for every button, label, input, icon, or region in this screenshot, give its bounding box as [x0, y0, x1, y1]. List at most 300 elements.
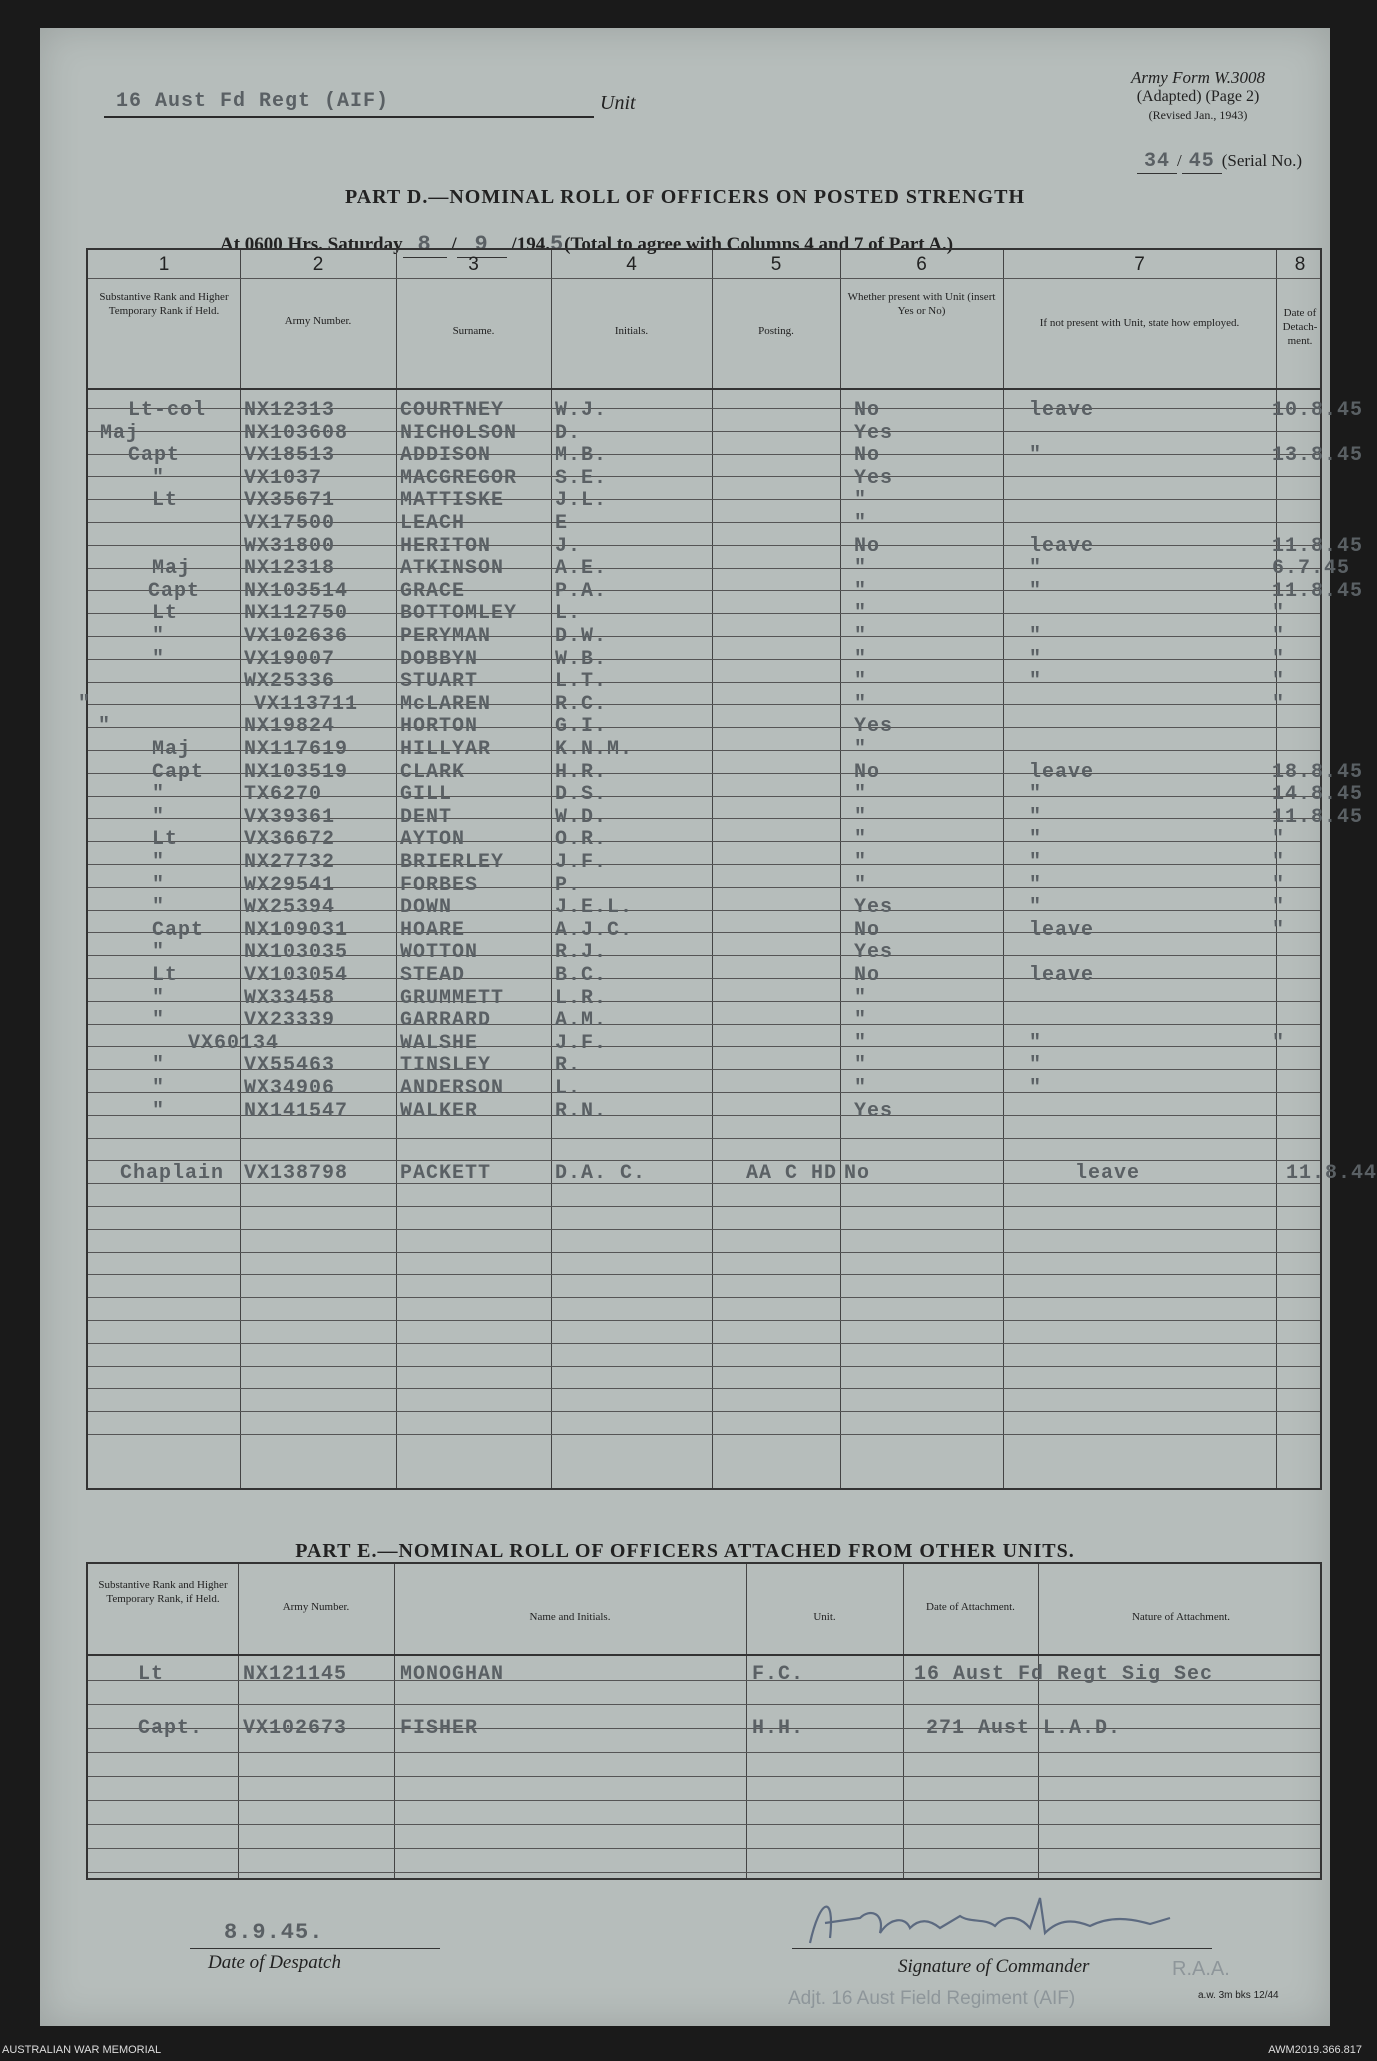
cell-date: ": [1272, 602, 1286, 626]
signature-label: Signature of Commander: [898, 1956, 1090, 1977]
col-header: Posting.: [758, 325, 794, 337]
cell-name: FISHER: [400, 1717, 479, 1740]
cell-number: NX141547: [244, 1099, 349, 1123]
cell-initials: L.R.: [555, 986, 608, 1010]
cell-initials: A.M.: [555, 1009, 608, 1033]
form-revised: (Revised Jan., 1943): [1148, 108, 1248, 122]
cell-initials: E: [555, 512, 569, 535]
cell-number: NX103608: [244, 421, 349, 445]
cell-initials: W.B.: [555, 647, 608, 671]
cell-initials: J.F.: [555, 1031, 608, 1055]
col-header: Unit.: [813, 1611, 836, 1623]
col-divider: [394, 1564, 395, 1878]
cell-number: TX6270: [244, 783, 323, 807]
cell-rank: Lt: [152, 828, 179, 852]
cell-employed: leave: [1029, 760, 1095, 784]
cell-number: NX109031: [244, 918, 349, 942]
header-rule: [88, 388, 1320, 390]
cell-rank: ": [152, 851, 166, 874]
row-rule: [88, 1206, 1320, 1207]
row-rule: [88, 1872, 1320, 1873]
col-header: Whether present with Unit (insert Yes or No): [847, 291, 996, 317]
at-date-line: At 0600 Hrs. Saturday 8 / 9 /194.5(Total to agree with Columns 4 and 7 of Part A.): [220, 232, 954, 257]
col-divider: [396, 250, 397, 1488]
serial-year: 45: [1188, 150, 1215, 173]
cell-surname: GRACE: [400, 579, 466, 603]
unit-label: Unit: [600, 92, 636, 114]
cell-rank: ": [152, 986, 166, 1010]
cell-present: ": [854, 579, 868, 603]
cell-number: VX19007: [244, 647, 336, 671]
cell-rank: Capt: [152, 760, 205, 784]
cell-surname: PERYMAN: [400, 625, 492, 648]
cell-employed: ": [1029, 557, 1043, 581]
col-header: Army Number.: [282, 1601, 350, 1613]
chaplain-rank: Chaplain: [120, 1162, 225, 1186]
cell-initials: O.R.: [555, 828, 608, 852]
cell-number: NX103514: [244, 579, 349, 603]
month-value: 9: [474, 232, 489, 257]
col-divider: [1003, 250, 1004, 1488]
cell-employed: leave: [1029, 918, 1095, 942]
cell-number: VX39361: [244, 805, 336, 829]
cell-rank: ": [152, 1077, 166, 1100]
cell-present: ": [854, 783, 868, 807]
part-d-table: [78, 248, 1377, 1490]
cell-number: VX23339: [244, 1009, 336, 1033]
cell-surname: HERITON: [400, 534, 492, 558]
cell-number: WX31800: [244, 534, 336, 558]
cell-initials: R.J.: [555, 941, 608, 965]
row-rule: [88, 1297, 1320, 1298]
cell-employed: ": [1029, 828, 1043, 852]
cell-date: ": [1272, 625, 1286, 648]
cell-employed: ": [1029, 873, 1043, 897]
cell-initials: D.S.: [555, 783, 608, 807]
cell-surname: STEAD: [400, 964, 466, 987]
cell-number: WX25394: [244, 896, 336, 920]
cell-employed: leave: [1029, 534, 1095, 558]
chaplain-date: 11.8.44: [1286, 1162, 1377, 1186]
cell-rank: Maj: [152, 557, 192, 581]
row-rule: [88, 1411, 1320, 1412]
cell-present: ": [854, 738, 868, 761]
row-rule: [88, 1343, 1320, 1344]
cell-surname: GILL: [400, 783, 453, 807]
row-rule: [88, 1752, 1320, 1753]
cell-initials: P.: [555, 873, 582, 897]
cell-date: ": [1272, 647, 1286, 671]
col-divider: [551, 250, 552, 1488]
cell-surname: HORTON: [400, 715, 479, 739]
col-header: Initials.: [614, 325, 649, 337]
cell-employed: ": [1029, 625, 1043, 648]
cell-date: 13.8.45: [1272, 444, 1364, 468]
cell-surname: ATKINSON: [400, 557, 505, 581]
cell-number: NX103519: [244, 760, 349, 784]
col-header: Date of Detach- ment.: [1282, 307, 1318, 347]
col-divider: [746, 1564, 747, 1878]
cell-initials: J.: [555, 534, 582, 558]
cell-number: VX18513: [244, 444, 336, 468]
year-digit: 5: [549, 232, 565, 257]
row-rule: [88, 1274, 1320, 1275]
cell-present: ": [854, 851, 868, 874]
chaplain-posting: AA C HD: [746, 1162, 838, 1186]
header-rule: [88, 1654, 1320, 1656]
cell-date: ": [1272, 828, 1286, 852]
cell-initials: H.R.: [555, 760, 608, 784]
cell-name: MONOGHAN: [400, 1663, 505, 1686]
cell-unit: F.C.: [752, 1663, 805, 1686]
year-prefix: 194.: [516, 234, 550, 255]
col-header: Surname.: [452, 325, 495, 337]
cell-present: ": [854, 805, 868, 829]
cell-employed: ": [1029, 851, 1043, 874]
cell-initials: J.L.: [555, 489, 608, 513]
cell-number: NX19824: [244, 715, 336, 739]
cell-rank: Lt: [138, 1663, 165, 1686]
cell-number: VX35671: [244, 489, 336, 513]
chaplain-initials: D.A. C.: [555, 1162, 647, 1186]
cell-rank: ": [152, 941, 166, 965]
cell-employed: ": [1029, 647, 1043, 671]
cell-initials: J.E.L.: [555, 896, 634, 920]
cell-number: NX117619: [244, 738, 349, 761]
cell-present: No: [854, 964, 881, 987]
col-divider: [903, 1564, 904, 1878]
cell-employed: ": [1029, 1054, 1043, 1078]
despatch-underline: [190, 1948, 440, 1949]
col-number-rule: [88, 278, 1320, 279]
cell-employed: ": [1029, 1031, 1043, 1055]
cell-present: ": [854, 692, 868, 716]
cell-rank: Capt.: [138, 1717, 204, 1740]
col-number: 7: [1134, 254, 1145, 275]
cell-initials: K.N.M.: [555, 738, 634, 761]
cell-date: 11.8.45: [1272, 534, 1364, 558]
cell-present: No: [854, 399, 881, 422]
cell-present: ": [854, 873, 868, 897]
cell-surname: ADDISON: [400, 444, 492, 468]
form-adapted: (Adapted) (Page 2): [1136, 88, 1260, 105]
row-rule: [88, 1824, 1320, 1825]
despatch-label: Date of Despatch: [208, 1952, 341, 1973]
cell-rank: ": [78, 692, 92, 716]
archive-id: AWM2019.366.817: [1268, 2044, 1362, 2056]
cell-initials: J.F.: [555, 851, 608, 874]
col-divider: [238, 1564, 239, 1878]
cell-initials: P.A.: [555, 579, 608, 603]
serial-label: (Serial No.): [1221, 151, 1302, 170]
cell-employed: ": [1029, 670, 1043, 694]
cell-number: VX102636: [244, 625, 349, 648]
cell-number: NX27732: [244, 851, 336, 874]
col-header: If not present with Unit, state how employed.: [1039, 317, 1240, 329]
cell-rank: Maj: [100, 421, 140, 445]
cell-present: ": [854, 1054, 868, 1078]
part-d-title: PART D.—NOMINAL ROLL OF OFFICERS ON POSTED STRENGTH: [344, 186, 1025, 208]
cell-date: ": [1272, 1031, 1286, 1055]
cell-surname: WALSHE: [400, 1031, 479, 1055]
cell-surname: LEACH: [400, 512, 466, 535]
cell-present: Yes: [854, 421, 894, 445]
col-number: 8: [1294, 254, 1306, 275]
row-rule: [88, 1848, 1320, 1849]
cell-number: VX102673: [243, 1717, 348, 1740]
cell-number: WX29541: [244, 873, 336, 897]
col-number: 4: [626, 254, 637, 275]
cell-initials: R.C.: [555, 692, 608, 716]
col-header: Substantive Rank and Higher Temporary Rank if Held.: [99, 291, 229, 317]
cell-number: VX103054: [244, 964, 349, 987]
cell-surname: HILLYAR: [400, 738, 492, 761]
cell-initials: L.: [555, 602, 582, 626]
cell-initials: A.E.: [555, 557, 608, 581]
cell-date: ": [1272, 692, 1286, 716]
row-rule: [88, 1138, 1320, 1139]
cell-present: ": [854, 557, 868, 581]
cell-rank: ": [152, 466, 166, 490]
cell-initials: M.B.: [555, 444, 608, 468]
cell-number: NX121145: [243, 1663, 348, 1686]
cell-date: 6.7.45: [1272, 557, 1351, 581]
cell-number: VX60134: [188, 1031, 280, 1055]
chaplain-present: No: [844, 1162, 871, 1186]
cell-present: No: [854, 760, 881, 784]
cell-rank: Lt-col: [128, 399, 207, 422]
cell-surname: DENT: [400, 805, 453, 829]
cell-nature: 271 Aust L.A.D.: [926, 1717, 1122, 1740]
cell-surname: BRIERLEY: [400, 851, 505, 874]
cell-employed: ": [1029, 896, 1043, 920]
cell-initials: G.I.: [555, 715, 608, 739]
cell-present: ": [854, 602, 868, 626]
col-header: Nature of Attachment.: [1131, 1611, 1231, 1623]
cell-surname: BOTTOMLEY: [400, 602, 518, 626]
cell-initials: R.N.: [555, 1099, 608, 1123]
cell-present: Yes: [854, 466, 894, 490]
cell-rank: Capt: [148, 579, 201, 603]
cell-employed: ": [1029, 579, 1043, 603]
cell-rank: ": [152, 1009, 166, 1033]
print-reference: a.w. 3m bks 12/44: [1198, 1990, 1279, 2001]
serial-num: 34: [1143, 150, 1170, 173]
part-e-table: [86, 1562, 1322, 1880]
col-number: 6: [916, 254, 927, 275]
cell-surname: CLARK: [400, 760, 466, 784]
cell-present: ": [854, 512, 868, 535]
row-rule: [88, 1776, 1320, 1777]
cell-present: ": [854, 489, 868, 513]
cell-rank: ": [152, 805, 166, 829]
cell-rank: Lt: [152, 602, 179, 626]
row-rule: [88, 1252, 1320, 1253]
chaplain-employed: leave: [1075, 1162, 1141, 1186]
unit-underline: [104, 116, 594, 118]
cell-surname: WOTTON: [400, 941, 479, 965]
cell-surname: TINSLEY: [400, 1054, 492, 1078]
cell-present: Yes: [854, 1099, 894, 1123]
cell-initials: W.J.: [555, 399, 608, 422]
cell-rank: ": [152, 783, 166, 807]
cell-rank: Capt: [152, 918, 205, 942]
cell-initials: D.: [555, 421, 582, 445]
cell-number: NX12313: [244, 399, 336, 422]
cell-surname: GARRARD: [400, 1009, 492, 1033]
cell-number: NX112750: [244, 602, 349, 626]
row-rule: [88, 1800, 1320, 1801]
cell-present: ": [854, 1009, 868, 1033]
cell-date: 10.8.45: [1272, 399, 1364, 422]
cell-surname: MACGREGOR: [400, 466, 518, 490]
signature-underline: [792, 1948, 1212, 1949]
despatch-date: 8.9.45.: [224, 1920, 324, 1945]
cell-nature: 16 Aust Fd Regt Sig Sec: [914, 1663, 1214, 1686]
col-number: 3: [468, 254, 479, 275]
cell-present: Yes: [854, 941, 894, 965]
cell-surname: AYTON: [400, 828, 466, 852]
col-header: Date of Attachment.: [926, 1601, 1015, 1613]
cell-present: ": [854, 986, 868, 1010]
cell-date: 14.8.45: [1272, 783, 1364, 807]
cell-surname: COURTNEY: [400, 399, 505, 422]
cell-number: VX55463: [244, 1054, 336, 1078]
cell-number: VX36672: [244, 828, 336, 852]
chaplain-surname: PACKETT: [400, 1162, 492, 1186]
at-prefix: At 0600 Hrs. Saturday: [220, 234, 403, 255]
cell-surname: MATTISKE: [400, 489, 505, 513]
row-rule: [88, 1434, 1320, 1435]
cell-number: WX25336: [244, 670, 336, 694]
day-value: 8: [417, 232, 432, 257]
cell-surname: DOBBYN: [400, 647, 479, 671]
col-number: 2: [312, 254, 324, 275]
cell-rank: Maj: [152, 738, 192, 761]
cell-date: 18.8.45: [1272, 760, 1364, 784]
unit-value: 16 Aust Fd Regt (AIF): [116, 90, 390, 113]
cell-employed: ": [1029, 444, 1043, 468]
cell-present: ": [854, 670, 868, 694]
cell-surname: ANDERSON: [400, 1077, 505, 1100]
cell-initials: R.: [555, 1054, 582, 1078]
cell-present: Yes: [854, 715, 894, 739]
cell-rank: ": [152, 873, 166, 897]
cell-initials: L.: [555, 1077, 582, 1100]
cell-present: Yes: [854, 896, 894, 920]
cell-surname: WALKER: [400, 1099, 479, 1123]
cell-surname: STUART: [400, 670, 479, 694]
cell-present: No: [854, 444, 881, 468]
cell-unit: H.H.: [752, 1717, 805, 1740]
col-number: 5: [770, 254, 782, 275]
cell-number: WX33458: [244, 986, 336, 1010]
row-rule: [88, 1320, 1320, 1321]
cell-surname: McLAREN: [400, 692, 492, 716]
cell-rank: Lt: [152, 489, 179, 513]
row-rule: [88, 1388, 1320, 1389]
cell-number: NX12318: [244, 557, 336, 581]
row-rule: [88, 1704, 1320, 1705]
cell-date: ": [1272, 918, 1286, 942]
cell-employed: leave: [1029, 964, 1095, 987]
cell-present: ": [854, 1077, 868, 1100]
chaplain-number: VX138798: [244, 1162, 349, 1186]
cell-surname: NICHOLSON: [400, 421, 518, 445]
col-divider: [712, 250, 713, 1488]
cell-date: ": [1272, 851, 1286, 874]
cell-rank: Lt: [152, 964, 179, 987]
cell-surname: FORBES: [400, 873, 479, 897]
cell-present: ": [854, 625, 868, 648]
col-header: Army Number.: [284, 315, 352, 327]
col-divider: [240, 250, 241, 1488]
cell-date: 11.8.45: [1272, 579, 1364, 603]
stamp-raa: R.A.A.: [1172, 1958, 1230, 1980]
cell-employed: ": [1029, 783, 1043, 807]
at-suffix: (Total to agree with Columns 4 and 7 of Part A.): [564, 234, 954, 255]
row-rule: [88, 1366, 1320, 1367]
cell-number: VX113711: [254, 692, 359, 716]
cell-rank: Capt: [128, 444, 181, 468]
cell-date: ": [1272, 873, 1286, 897]
cell-present: No: [854, 918, 881, 942]
cell-employed: ": [1029, 805, 1043, 829]
cell-number: NX103035: [244, 941, 349, 965]
cell-surname: HOARE: [400, 918, 466, 942]
serial-number: 34 / 45 (Serial No.): [1137, 150, 1302, 174]
col-header: Substantive Rank and Higher Temporary Rank, if Held.: [98, 1579, 228, 1605]
cell-date: ": [1272, 670, 1286, 694]
cell-present: ": [854, 647, 868, 671]
col-number: 1: [158, 254, 170, 275]
cell-number: VX1037: [244, 466, 323, 490]
cell-initials: L.T.: [555, 670, 608, 694]
part-e-title: PART E.—NOMINAL ROLL OF OFFICERS ATTACHED FROM OTHER UNITS.: [295, 1540, 1075, 1562]
cell-rank: ": [152, 1054, 166, 1078]
cell-surname: GRUMMETT: [400, 986, 505, 1010]
cell-rank: ": [152, 1099, 166, 1123]
stamp-adjutant: Adjt. 16 Aust Field Regiment (AIF): [788, 1988, 1076, 2009]
form-reference: [1088, 68, 1308, 125]
cell-present: ": [854, 1031, 868, 1055]
cell-initials: B.C.: [555, 964, 608, 987]
cell-initials: D.W.: [555, 625, 608, 648]
cell-rank: ": [152, 647, 166, 671]
cell-present: ": [854, 828, 868, 852]
cell-employed: ": [1029, 1077, 1043, 1100]
form-sheet: [40, 28, 1377, 2026]
cell-date: ": [1272, 896, 1286, 920]
col-divider: [840, 250, 841, 1488]
cell-initials: W.D.: [555, 805, 608, 829]
cell-rank: ": [152, 625, 166, 648]
cell-number: VX17500: [244, 512, 336, 535]
cell-initials: S.E.: [555, 466, 608, 490]
cell-surname: DOWN: [400, 896, 453, 920]
form-number: Army Form W.3008: [1131, 68, 1265, 87]
cell-date: 11.8.45: [1272, 805, 1364, 829]
cell-initials: A.J.C.: [555, 918, 634, 942]
archive-credit: AUSTRALIAN WAR MEMORIAL: [2, 2044, 162, 2056]
cell-rank: ": [152, 896, 166, 920]
cell-employed: leave: [1029, 399, 1095, 422]
cell-present: No: [854, 534, 881, 558]
cell-rank: ": [98, 715, 112, 739]
row-rule: [88, 1229, 1320, 1230]
cell-number: WX34906: [244, 1077, 336, 1100]
col-header: Name and Initials.: [529, 1611, 611, 1623]
